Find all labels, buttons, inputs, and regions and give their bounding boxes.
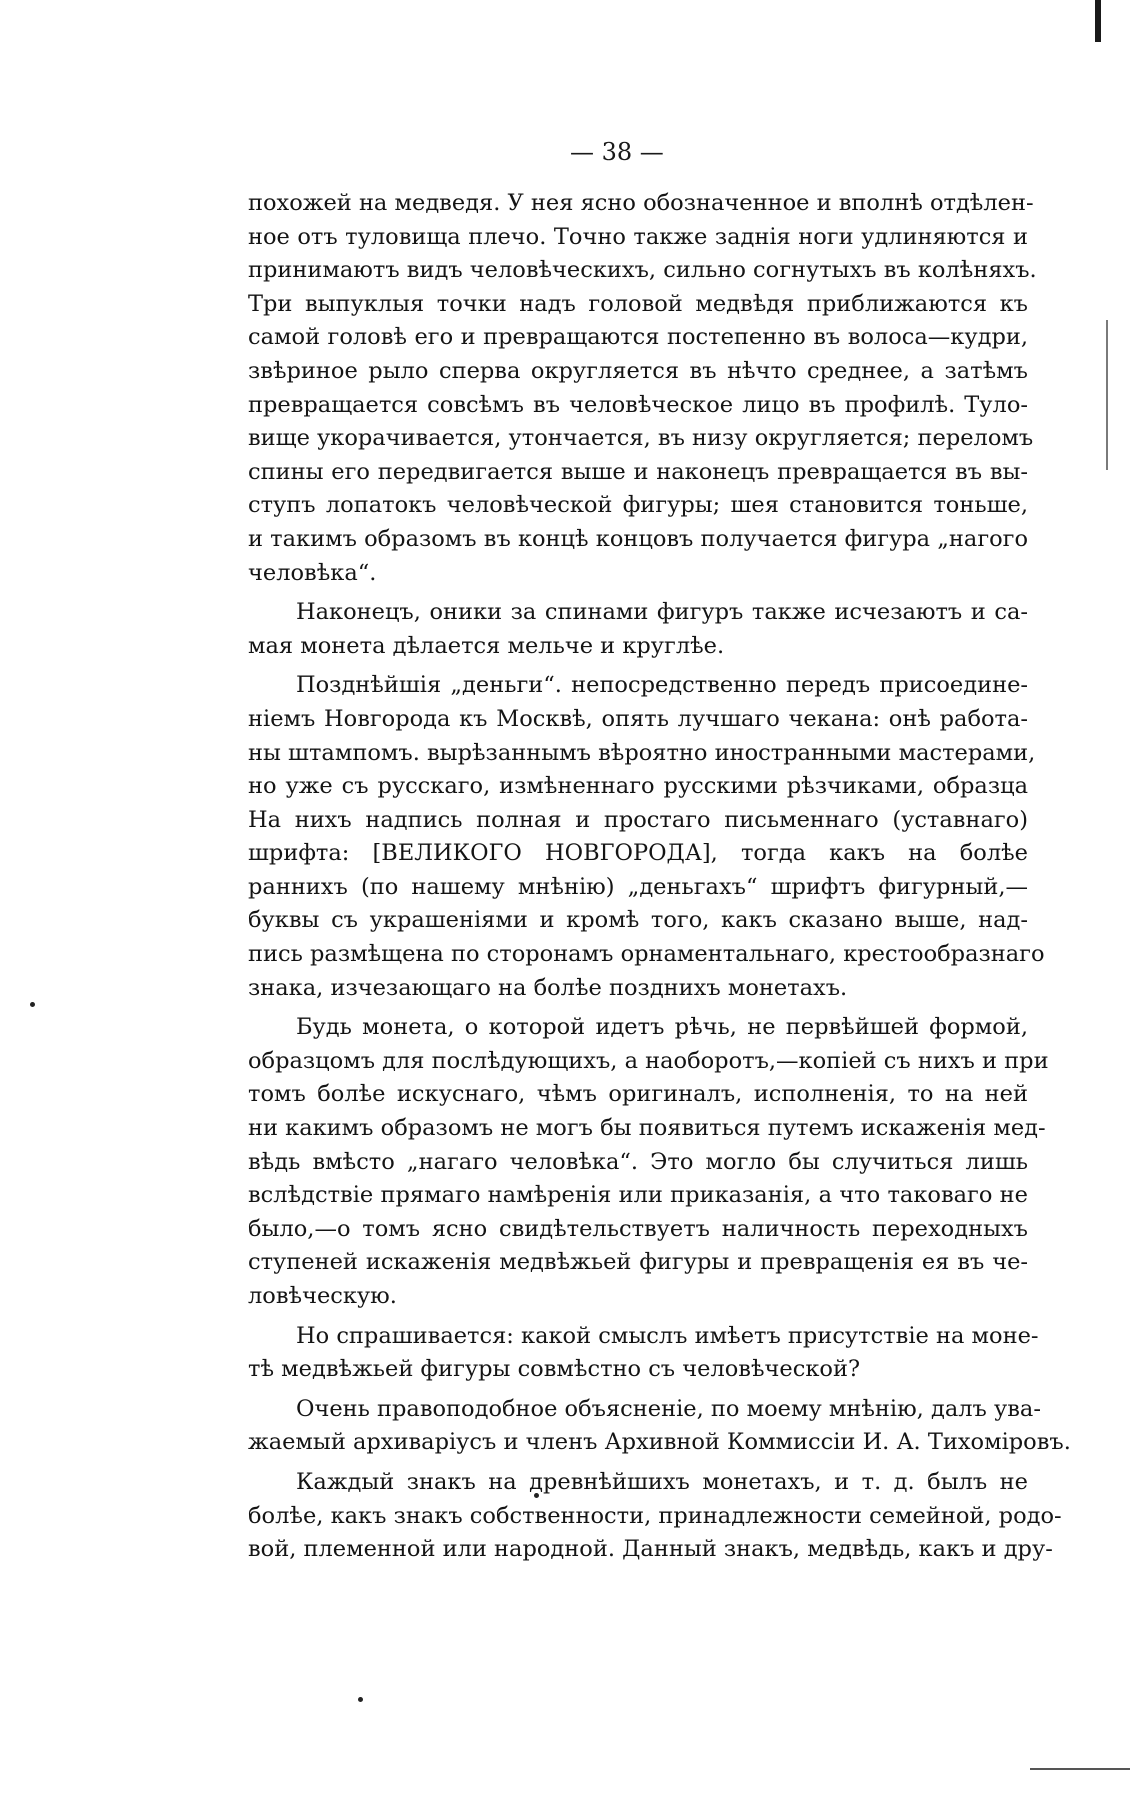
text-line: болѣе, какъ знакъ собственности, принадлежности семейной, родо- [248, 1502, 1062, 1529]
page-edge-mark [1106, 320, 1108, 470]
paragraph [248, 1466, 1062, 1567]
text-line: пись размѣщена по сторонамъ орнаментальнаго, крестообразнаго [248, 941, 1045, 968]
text-line: знака, изчезающаго на болѣе позднихъ монетахъ. [248, 974, 848, 1001]
paragraph [248, 1320, 1039, 1387]
paragraph [248, 596, 1028, 663]
text-line: Но спрашивается: какой смыслъ имѣетъ присутствіе на моне- [296, 1322, 1039, 1349]
text-line: превращается совсѣмъ въ человѣческое лицо въ профилѣ. Туло- [248, 391, 1028, 418]
text-line: жаемый архиваріусъ и членъ Архивной Коммиссіи И. А. Тихоміровъ. [248, 1429, 1071, 1456]
text-line: Три выпуклыя точки надъ головой медвѣдя приближаются къ [248, 290, 1028, 317]
text-line: вѣдь вмѣсто „нагаго человѣка“. Это могло бы случиться лишь [248, 1148, 1028, 1175]
paragraph [248, 1393, 1071, 1460]
text-line: но уже съ русскаго, измѣненнаго русскими рѣзчиками, образца [248, 773, 1028, 800]
text-line: мая монета дѣлается мельче и круглѣе. [248, 632, 725, 659]
paragraph [248, 1011, 1049, 1313]
text-line: образцомъ для послѣдующихъ, а наоборотъ,—копіей съ нихъ и при [248, 1047, 1049, 1074]
text-line: Наконецъ, оники за спинами фигуръ также исчезаютъ и са- [296, 599, 1028, 626]
text-line: ловѣческую. [248, 1283, 397, 1309]
text-line: звѣриное рыло сперва округляется въ нѣчто среднее, а затѣмъ [248, 357, 1028, 384]
text-line: ніемъ Новгорода къ Москвѣ, опять лучшаго чекана: онѣ работа- [248, 705, 1028, 732]
text-line: шрифта: [ВЕЛИКОГО НОВГОРОДА], тогда какъ на болѣе [248, 840, 1028, 867]
text-line: и такимъ образомъ въ концѣ концовъ получается фигура „нагого [248, 525, 1028, 552]
page-edge-mark [1030, 1768, 1130, 1770]
text-line: На нихъ надпись полная и простаго письменнаго (уставнаго) [248, 806, 1028, 833]
text-line: вище укорачивается, утончается, въ низу округляется; переломъ [248, 425, 1034, 452]
text-line: было,—о томъ ясно свидѣтельствуетъ наличность переходныхъ [248, 1215, 1028, 1242]
text-line: буквы съ украшеніями и кромѣ того, какъ сказано выше, над- [248, 907, 1028, 934]
text-line: похожей на медведя. У нея ясно обозначенное и вполнѣ отдѣлен- [248, 190, 1034, 216]
text-line: человѣка“. [248, 559, 377, 586]
page-edge-mark [1095, 0, 1101, 42]
text-line: ны штампомъ. вырѣзаннымъ вѣроятно иностранными мастерами, [248, 739, 1036, 766]
page-number: — 38 — [570, 138, 664, 166]
text-line: Позднѣйшія „деньги“. непосредственно передъ присоедине- [296, 672, 1028, 699]
ink-speck [358, 1697, 363, 1702]
text-line: самой головѣ его и превращаются постепенно въ волоса—кудри, [248, 324, 1028, 351]
text-line: ступъ лопатокъ человѣческой фигуры; шея становится тоньше, [248, 492, 1028, 519]
text-line: спины его передвигается выше и наконецъ превращается въ вы- [248, 458, 1028, 485]
text-line: тѣ медвѣжьей фигуры совмѣстно съ человѣческой? [248, 1356, 861, 1383]
text-line: вой, племенной или народной. Данный знакъ, медвѣдь, какъ и дру- [248, 1536, 1053, 1563]
text-line: ступеней искаженія медвѣжьей фигуры и превращенія ея въ че- [248, 1249, 1028, 1276]
text-line: ное отъ туловища плечо. Точно также заднія ноги удлиняются и [248, 223, 1028, 250]
text-line: раннихъ (по нашему мнѣнію) „деньгахъ“ шрифтъ фигурный,— [248, 873, 1028, 900]
text-line: томъ болѣе искуснаго, чѣмъ оригиналъ, исполненія, то на ней [248, 1081, 1028, 1108]
body-text [248, 187, 1071, 1567]
text-line: Очень правоподобное объясненіе, по моему мнѣнію, далъ ува- [296, 1395, 1041, 1422]
text-line: ни какимъ образомъ не могъ бы появиться путемъ искаженія мед- [248, 1115, 1046, 1142]
text-line: Будь монета, о которой идетъ рѣчь, не первѣйшей формой, [296, 1014, 1028, 1041]
text-line: Каждый знакъ на древнѣйшихъ монетахъ, и т. д. былъ не [296, 1468, 1028, 1495]
text-line: вслѣдствіе прямаго намѣренія или приказанія, а что таковаго не [248, 1182, 1028, 1209]
ink-speck [30, 1002, 35, 1007]
paragraph [248, 669, 1045, 1005]
paragraph [248, 187, 1037, 590]
text-line: принимаютъ видъ человѣческихъ, сильно согнутыхъ въ колѣняхъ. [248, 257, 1037, 284]
